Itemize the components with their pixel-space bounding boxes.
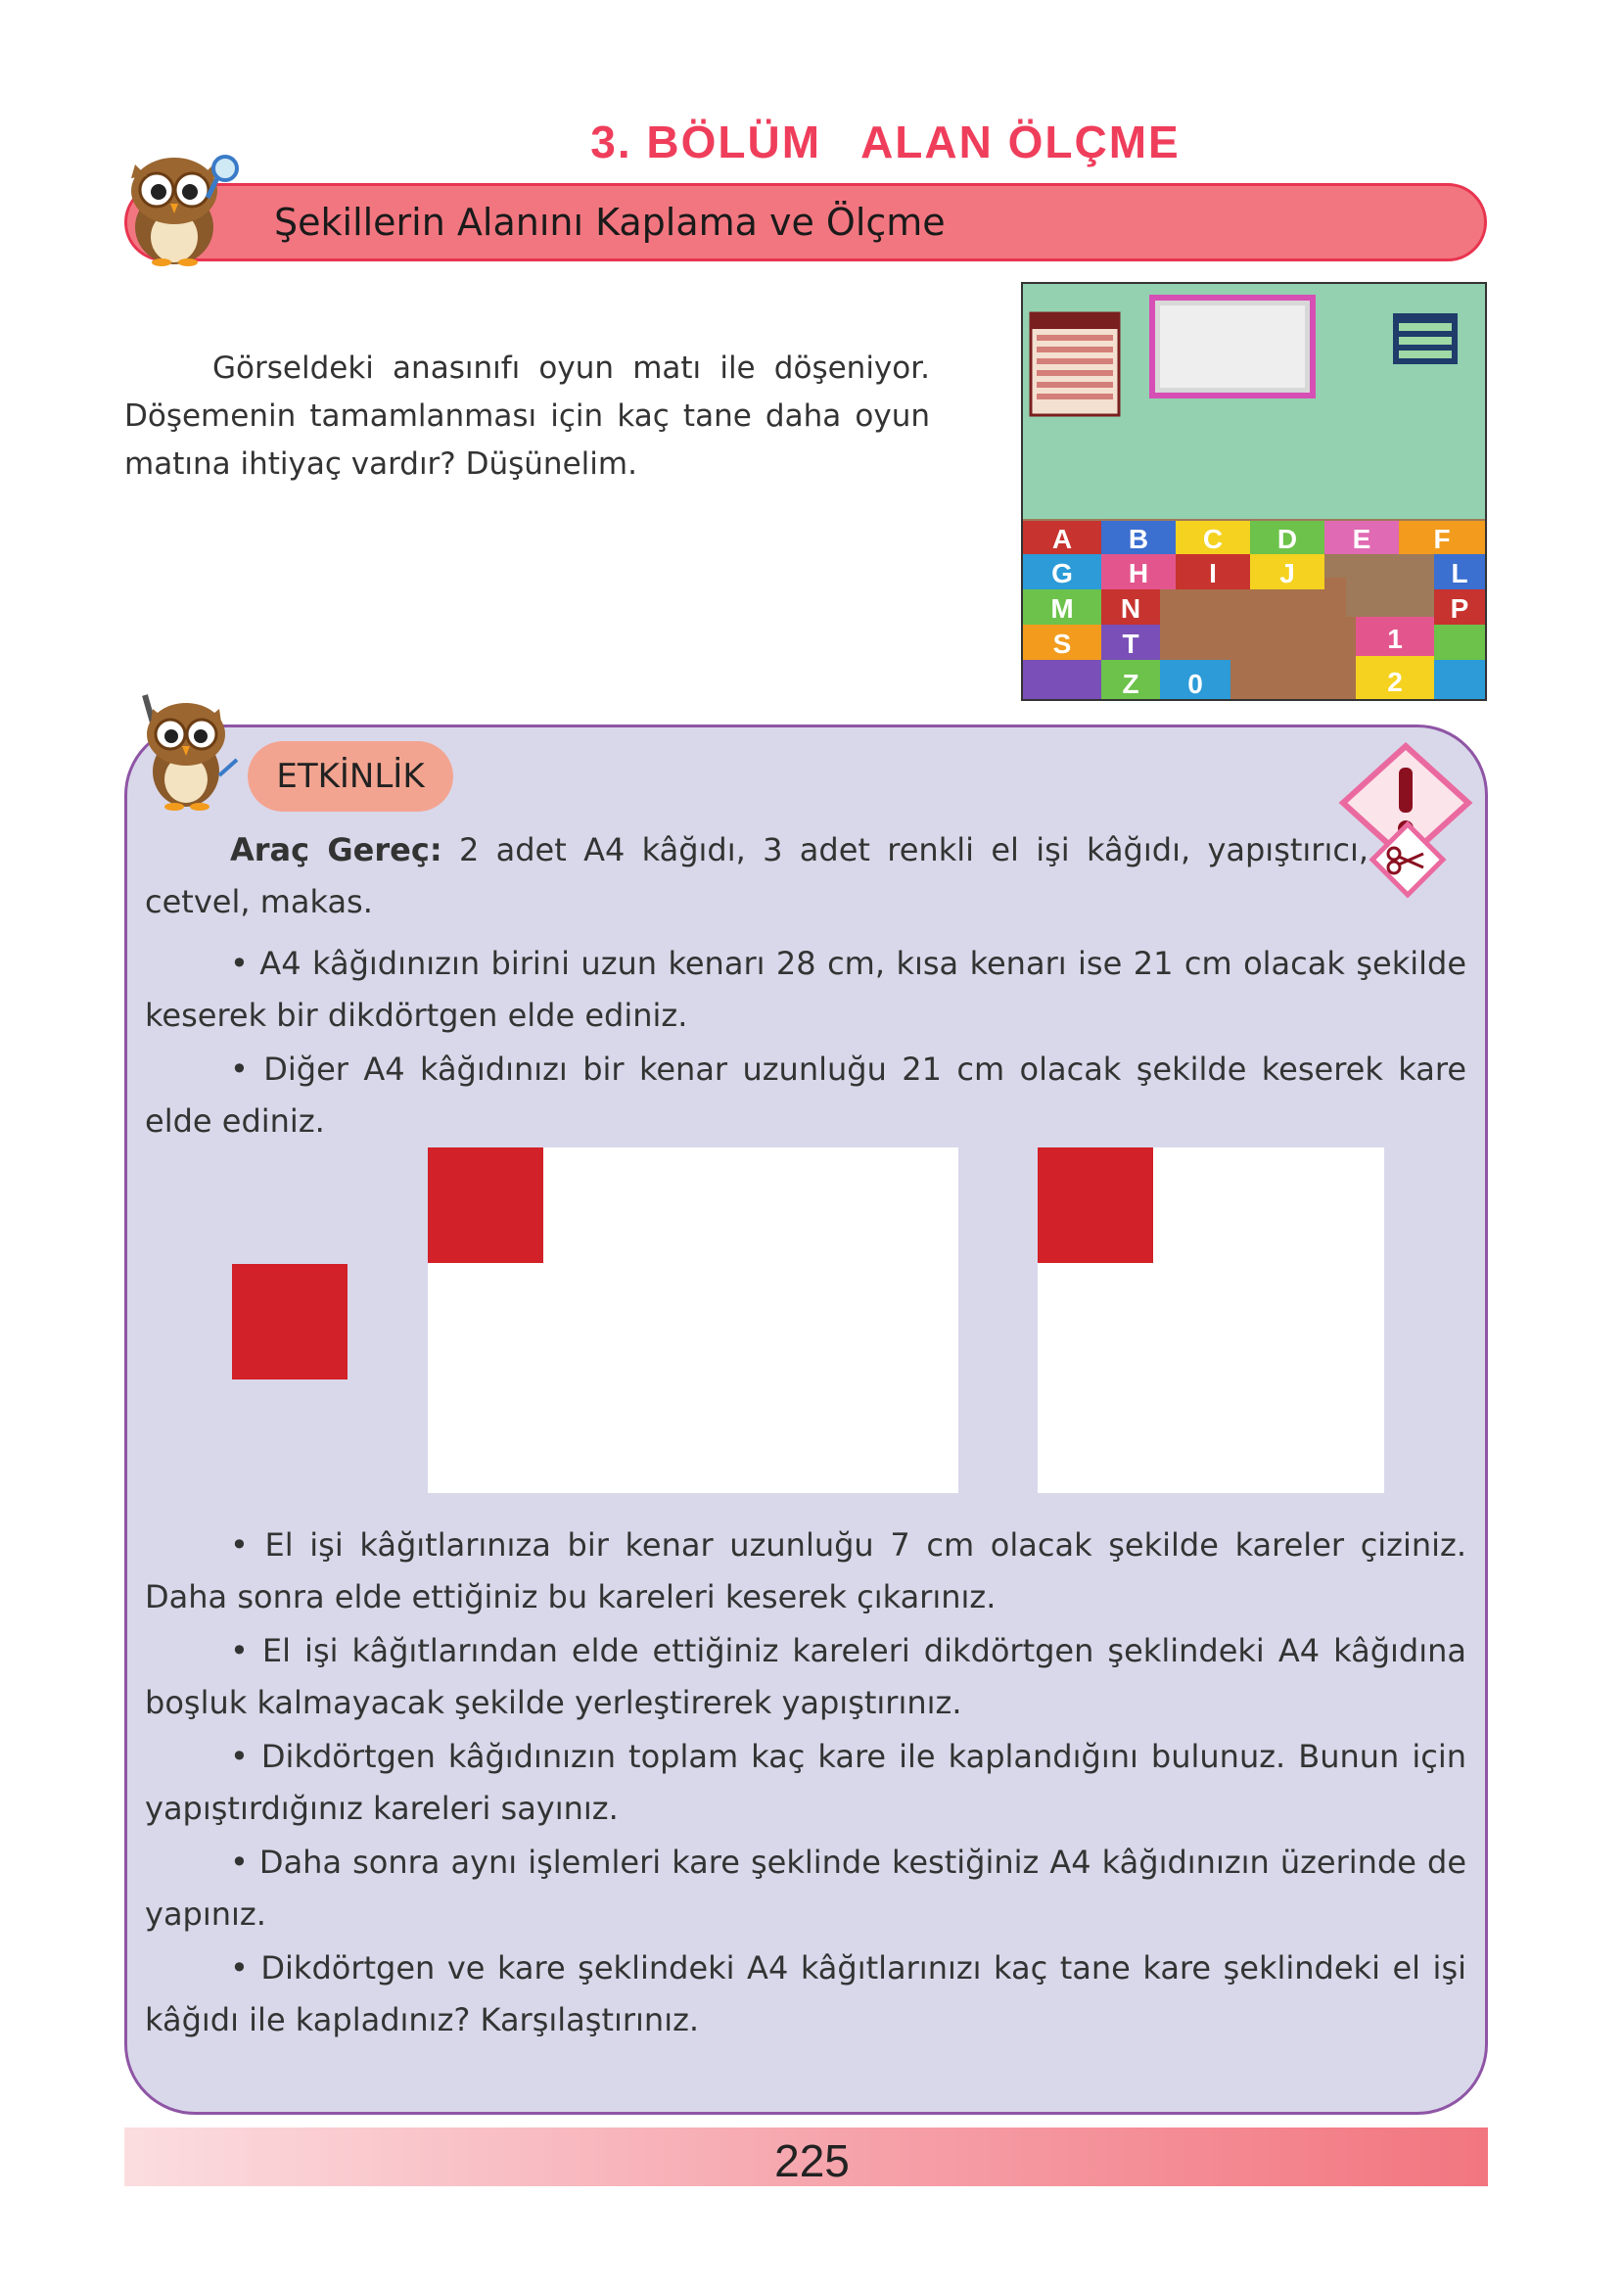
instruction-glue-squares: • El işi kâğıtlarından elde ettiğiniz kareleri dikdörtgen şeklindeki A4 kâğıdına boşluk kalmayacak şekilde yerleştirerek yapıştırınız. bbox=[145, 1632, 1466, 1721]
svg-text:G: G bbox=[1051, 558, 1073, 588]
svg-text:B: B bbox=[1128, 524, 1149, 554]
svg-text:F: F bbox=[1433, 524, 1451, 554]
svg-text:E: E bbox=[1352, 524, 1371, 554]
svg-text:0: 0 bbox=[1187, 669, 1203, 699]
instruction-compare: • Dikdörtgen ve kare şeklindeki A4 kâğıtlarınızı kaç tane kare şeklindeki el işi kâğıdı ile kapladınız? Karşılaştırınız. bbox=[145, 1949, 1466, 2038]
svg-text:D: D bbox=[1276, 524, 1298, 554]
instruction-square: • Diğer A4 kâğıdınızı bir kenar uzunluğu 21 cm olacak şekilde keserek kare elde ediniz. bbox=[145, 1051, 1466, 1140]
svg-text:L: L bbox=[1451, 558, 1468, 588]
materials-paragraph bbox=[145, 824, 1369, 928]
materials-text: 2 adet A4 kâğıdı, 3 adet renkli el işi kâğıdı, yapıştırıcı, cetvel, makas. bbox=[145, 831, 1369, 920]
owl-magnifier-icon bbox=[117, 147, 245, 269]
svg-text:J: J bbox=[1279, 558, 1295, 588]
craft-paper-square bbox=[232, 1264, 348, 1379]
svg-text:T: T bbox=[1122, 629, 1139, 659]
svg-text:2: 2 bbox=[1387, 667, 1403, 697]
rectangle-corner-square bbox=[428, 1147, 543, 1263]
svg-text:I: I bbox=[1209, 558, 1217, 588]
chapter-name: ALAN ÖLÇME bbox=[860, 117, 1181, 167]
svg-text:Z: Z bbox=[1122, 669, 1139, 699]
activity-badge: ETKİNLİK bbox=[248, 741, 453, 812]
svg-text:1: 1 bbox=[1387, 624, 1403, 654]
intro-text: Görseldeki anasınıfı oyun matı ile döşeniyor. Döşemenin tamamlanması için kaç tane daha oyun matına ihtiyaç vardır? Düşünelim. bbox=[124, 351, 930, 482]
svg-text:H: H bbox=[1128, 558, 1149, 588]
svg-text:N: N bbox=[1120, 593, 1141, 624]
chapter-number: 3. BÖLÜM bbox=[590, 117, 822, 167]
page-number: 225 bbox=[774, 2135, 850, 2186]
section-title: Şekillerin Alanını Kaplama ve Ölçme bbox=[274, 201, 946, 244]
svg-text:P: P bbox=[1450, 593, 1469, 624]
svg-text:S: S bbox=[1052, 629, 1072, 659]
instruction-draw-squares: • El işi kâğıtlarınıza bir kenar uzunluğu 7 cm olacak şekilde kareler çiziniz. Daha sonra elde ettiğiniz bu kareleri keserek çıkarınız. bbox=[145, 1526, 1466, 1615]
instruction-rectangle: • A4 kâğıdınızın birini uzun kenarı 28 cm, kısa kenarı ise 21 cm olacak şekilde keserek bir dikdörtgen elde ediniz. bbox=[145, 945, 1466, 1034]
square-corner-square bbox=[1038, 1147, 1153, 1263]
svg-text:M: M bbox=[1050, 593, 1074, 624]
svg-text:C: C bbox=[1202, 524, 1224, 554]
instruction-count-squares: • Dikdörtgen kâğıdınızın toplam kaç kare ile kaplandığını bulunuz. Bunun için yapıştırdığınız kareleri sayınız. bbox=[145, 1738, 1466, 1827]
svg-text:A: A bbox=[1051, 524, 1073, 554]
scissors-icon bbox=[1369, 820, 1447, 899]
materials-label: Araç Gereç: bbox=[230, 831, 442, 868]
owl-teacher-icon bbox=[125, 685, 243, 813]
classroom-image bbox=[1021, 282, 1487, 701]
instruction-repeat: • Daha sonra aynı işlemleri kare şeklinde kestiğiniz A4 kâğıdınızın üzerinde de yapınız. bbox=[145, 1844, 1466, 1933]
